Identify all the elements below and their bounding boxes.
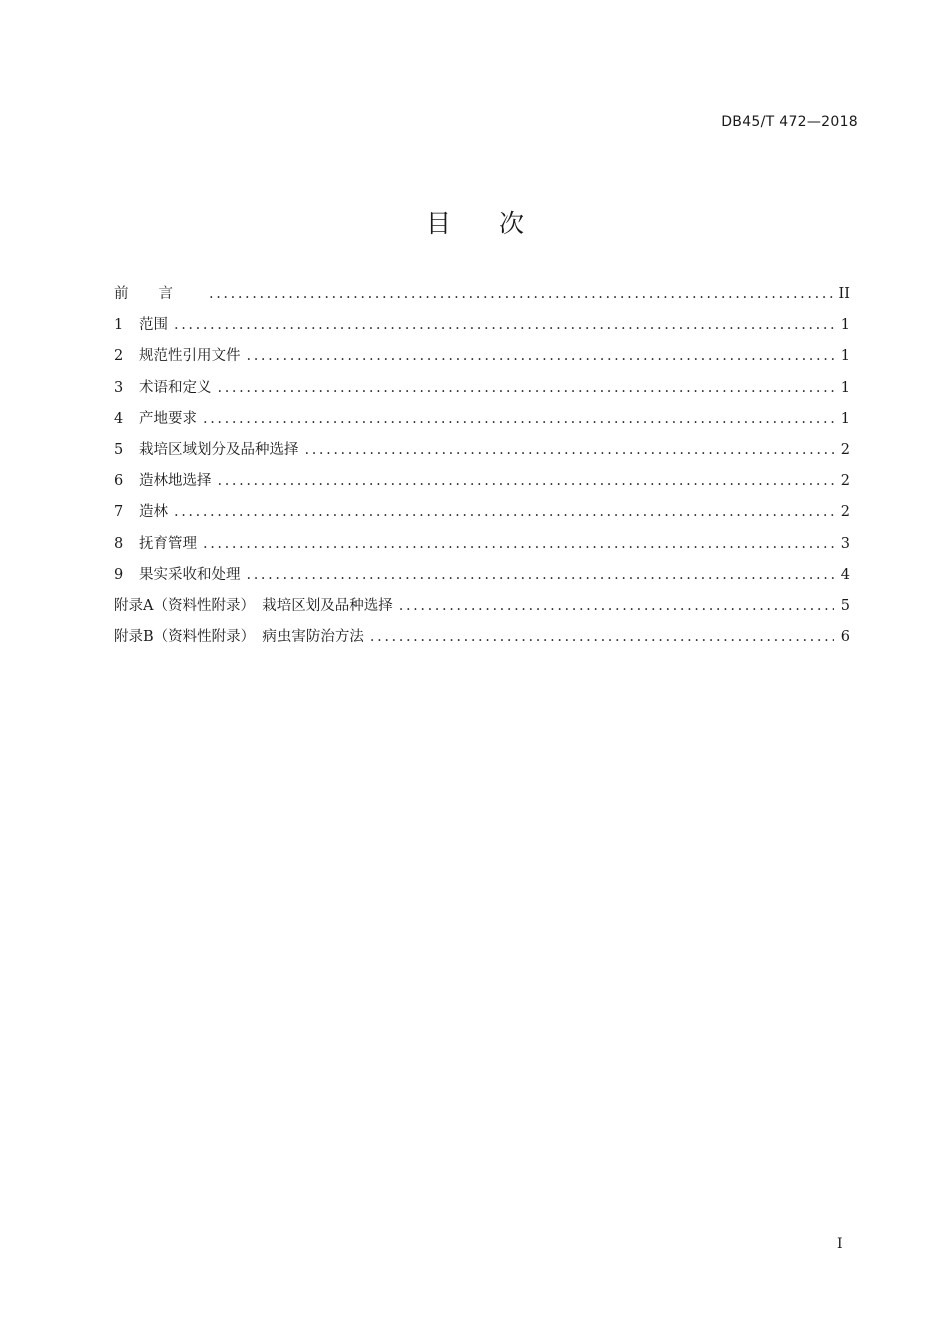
toc-entry-page: 1 xyxy=(840,348,850,365)
toc-entry-label: 果实采收和处理 xyxy=(139,566,241,583)
toc-entry-page: 1 xyxy=(840,410,850,427)
toc-entry-7[interactable] xyxy=(114,500,850,531)
toc-entry-label: 产地要求 xyxy=(139,410,197,427)
page-number: I xyxy=(837,1236,843,1252)
toc-entry-6[interactable] xyxy=(114,469,850,500)
toc-entry-page: 1 xyxy=(840,379,850,396)
toc-entry-number: 6 xyxy=(114,473,124,490)
toc-entry-label: 附录B（资料性附录） 病虫害防治方法 xyxy=(114,629,364,646)
toc-entry-label: 范围 xyxy=(139,317,168,334)
toc-leader-dots xyxy=(247,567,835,583)
toc-entry-9[interactable] xyxy=(114,563,850,594)
toc-entry-number: 8 xyxy=(114,535,124,552)
toc-entry-number: 5 xyxy=(114,441,124,458)
toc-entry-label: 术语和定义 xyxy=(139,379,212,396)
toc-entry-label: 造林地选择 xyxy=(139,473,212,490)
toc-leader-dots xyxy=(305,442,835,458)
toc-entry-page: 2 xyxy=(840,441,850,458)
toc-entry-4[interactable] xyxy=(114,407,850,438)
toc-leader-dots xyxy=(370,629,834,645)
toc-entry-label: 栽培区域划分及品种选择 xyxy=(139,441,299,458)
toc-entry-page: 5 xyxy=(840,597,850,614)
toc-entry-preface[interactable] xyxy=(114,282,850,313)
toc-leader-dots xyxy=(399,598,834,614)
toc-entry-number: 3 xyxy=(114,379,124,396)
toc-entry-label: 前言 xyxy=(114,286,203,302)
toc-title: 目次 xyxy=(425,209,572,238)
toc-leader-dots xyxy=(203,536,834,552)
toc-entry-number: 1 xyxy=(114,317,124,334)
toc-entry-label: 抚育管理 xyxy=(139,535,197,552)
toc-entry-appendix-b[interactable] xyxy=(114,625,850,656)
toc-entry-page: 2 xyxy=(840,473,850,490)
toc-entry-page: 2 xyxy=(840,504,850,521)
toc-leader-dots xyxy=(218,380,835,396)
toc-entry-5[interactable] xyxy=(114,438,850,469)
toc-leader-dots xyxy=(174,504,834,520)
toc-leader-dots xyxy=(247,348,835,364)
toc-entry-number: 4 xyxy=(114,410,124,427)
toc-leader-dots xyxy=(203,411,834,427)
toc-entry-label: 造林 xyxy=(139,504,168,521)
toc-entry-label: 附录A（资料性附录） 栽培区划及品种选择 xyxy=(114,597,393,614)
toc-entry-page: 6 xyxy=(840,629,850,646)
table-of-contents xyxy=(114,282,850,656)
toc-leader-dots xyxy=(209,286,833,302)
standard-code: DB45/T 472—2018 xyxy=(721,114,858,130)
toc-entry-number: 2 xyxy=(114,348,124,365)
toc-entry-page: 3 xyxy=(840,535,850,552)
toc-entry-number: 7 xyxy=(114,504,124,521)
toc-entry-2[interactable] xyxy=(114,344,850,375)
toc-entry-page: 1 xyxy=(840,317,850,334)
toc-leader-dots xyxy=(174,317,834,333)
toc-entry-label: 规范性引用文件 xyxy=(139,348,241,365)
toc-entry-3[interactable] xyxy=(114,376,850,407)
toc-entry-8[interactable] xyxy=(114,532,850,563)
toc-entry-page: 4 xyxy=(840,566,850,583)
toc-entry-number: 9 xyxy=(114,566,124,583)
toc-entry-1[interactable] xyxy=(114,313,850,344)
toc-entry-appendix-a[interactable] xyxy=(114,594,850,625)
toc-leader-dots xyxy=(218,473,835,489)
toc-entry-page: II xyxy=(838,286,850,302)
